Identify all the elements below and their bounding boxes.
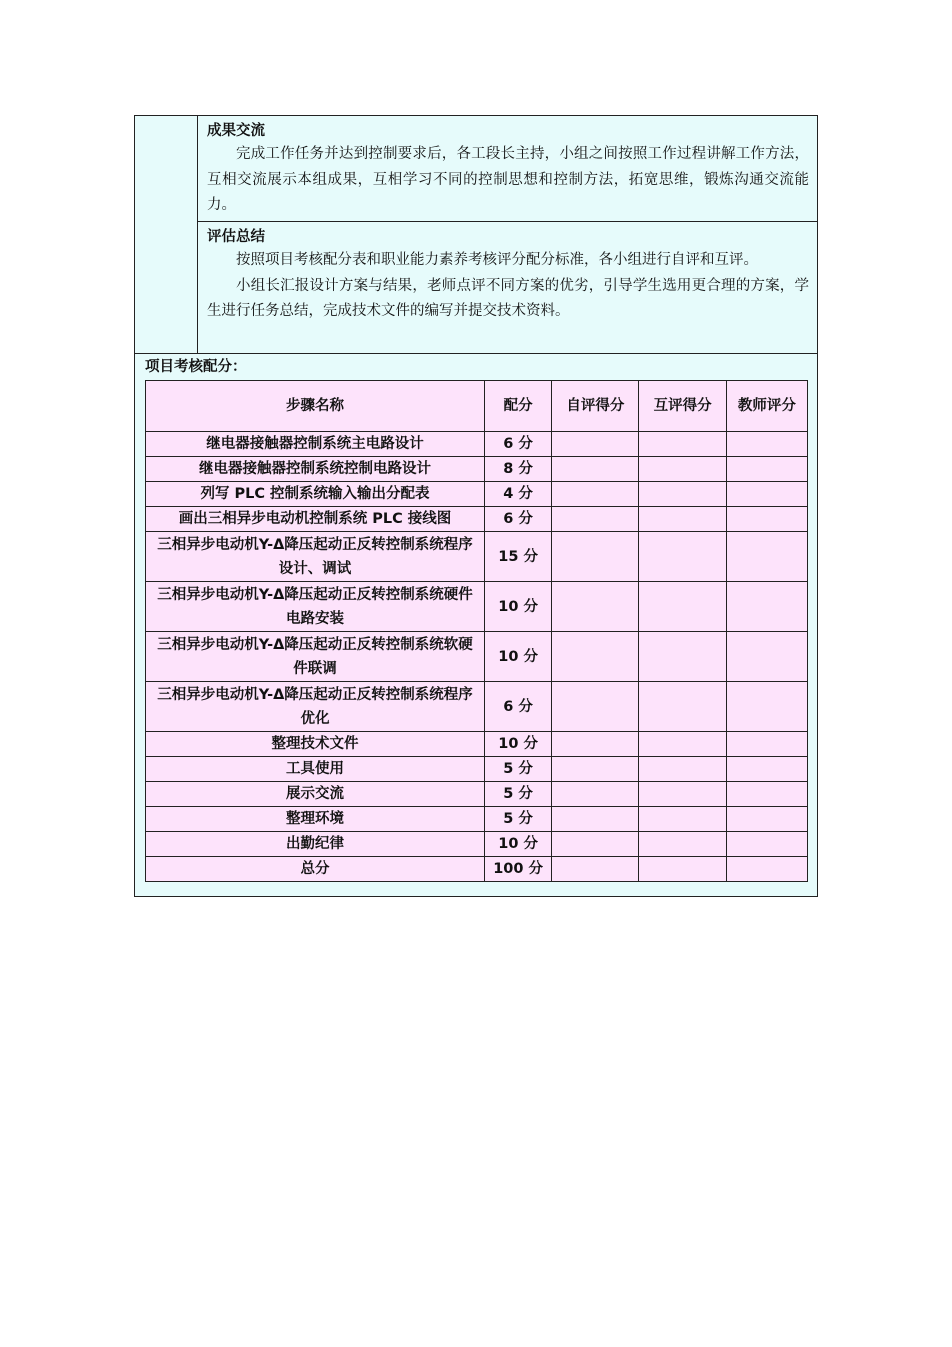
section-evaluation-summary (198, 222, 817, 353)
score-table-title: 项目考核配分： (145, 359, 247, 375)
peer-score-cell[interactable] (639, 832, 726, 857)
table-row (146, 507, 808, 532)
section-paragraph: 小组长汇报设计方案与结果，老师点评不同方案的优劣，引导学生选用更合理的方案，学生进行任务总结，完成技术文件的编写并提交技术资料。 (207, 277, 809, 319)
table-total-row (146, 857, 808, 882)
self-score-cell[interactable] (552, 757, 639, 782)
teacher-score-cell[interactable] (726, 832, 807, 857)
teacher-score-cell[interactable] (726, 807, 807, 832)
step-name-cell: 列写 PLC 控制系统输入输出分配表 (146, 482, 485, 507)
peer-score-cell[interactable] (639, 807, 726, 832)
table-row (146, 807, 808, 832)
section-paragraph: 按照项目考核配分表和职业能力素养考核评分配分标准，各小组进行自评和互评。 (236, 252, 758, 268)
points-cell: 5 分 (485, 782, 552, 807)
self-score-cell[interactable] (552, 532, 639, 582)
teacher-score-cell[interactable] (726, 532, 807, 582)
table-row (146, 457, 808, 482)
header-points: 配分 (485, 381, 552, 432)
self-score-cell[interactable] (552, 782, 639, 807)
step-name-cell: 工具使用 (146, 757, 485, 782)
step-name-cell: 三相异步电动机Y-Δ降压起动正反转控制系统硬件电路安装 (146, 582, 485, 632)
peer-score-cell[interactable] (639, 532, 726, 582)
points-cell: 10 分 (485, 582, 552, 632)
teacher-score-cell[interactable] (726, 432, 807, 457)
score-table (145, 380, 808, 882)
step-name-cell: 展示交流 (146, 782, 485, 807)
table-header-row (146, 381, 808, 432)
points-cell: 6 分 (485, 507, 552, 532)
table-row (146, 832, 808, 857)
header-step-name: 步骤名称 (146, 381, 485, 432)
table-row (146, 732, 808, 757)
step-name-cell: 总分 (146, 857, 485, 882)
step-name-cell: 继电器接触器控制系统主电路设计 (146, 432, 485, 457)
table-row (146, 432, 808, 457)
divider (135, 353, 817, 354)
teacher-score-cell[interactable] (726, 682, 807, 732)
points-cell: 8 分 (485, 457, 552, 482)
points-cell: 4 分 (485, 482, 552, 507)
points-cell: 10 分 (485, 832, 552, 857)
project-frame (134, 115, 818, 897)
points-cell: 15 分 (485, 532, 552, 582)
teacher-score-cell[interactable] (726, 782, 807, 807)
peer-score-cell[interactable] (639, 682, 726, 732)
step-name-cell: 三相异步电动机Y-Δ降压起动正反转控制系统程序优化 (146, 682, 485, 732)
step-name-cell: 继电器接触器控制系统控制电路设计 (146, 457, 485, 482)
peer-score-cell[interactable] (639, 432, 726, 457)
peer-score-cell[interactable] (639, 782, 726, 807)
self-score-cell[interactable] (552, 632, 639, 682)
peer-score-cell[interactable] (639, 582, 726, 632)
self-score-cell[interactable] (552, 682, 639, 732)
step-name-cell: 三相异步电动机Y-Δ降压起动正反转控制系统程序设计、调试 (146, 532, 485, 582)
table-row (146, 757, 808, 782)
self-score-cell[interactable] (552, 482, 639, 507)
table-row (146, 532, 808, 582)
step-name-cell: 整理技术文件 (146, 732, 485, 757)
points-cell: 10 分 (485, 632, 552, 682)
table-row (146, 482, 808, 507)
points-cell: 5 分 (485, 807, 552, 832)
step-name-cell: 三相异步电动机Y-Δ降压起动正反转控制系统软硬件联调 (146, 632, 485, 682)
self-score-cell[interactable] (552, 832, 639, 857)
self-score-cell[interactable] (552, 807, 639, 832)
self-score-cell[interactable] (552, 457, 639, 482)
teacher-score-cell[interactable] (726, 457, 807, 482)
section-achievement-exchange (198, 116, 817, 222)
points-cell: 6 分 (485, 432, 552, 457)
table-row (146, 632, 808, 682)
self-score-cell[interactable] (552, 582, 639, 632)
peer-score-cell[interactable] (639, 732, 726, 757)
teacher-score-cell[interactable] (726, 482, 807, 507)
peer-score-cell[interactable] (639, 507, 726, 532)
peer-score-cell[interactable] (639, 857, 726, 882)
peer-score-cell[interactable] (639, 632, 726, 682)
teacher-score-cell[interactable] (726, 857, 807, 882)
table-row (146, 782, 808, 807)
header-self-score: 自评得分 (552, 381, 639, 432)
teacher-score-cell[interactable] (726, 507, 807, 532)
teacher-score-cell[interactable] (726, 757, 807, 782)
section-paragraph: 完成工作任务并达到控制要求后，各工段长主持，小组之间按照工作过程讲解工作方法，互相交流展示本组成果，互相学习不同的控制思想和控制方法，拓宽思维，锻炼沟通交流能力。 (207, 146, 809, 213)
step-name-cell: 画出三相异步电动机控制系统 PLC 接线图 (146, 507, 485, 532)
teacher-score-cell[interactable] (726, 632, 807, 682)
points-cell: 100 分 (485, 857, 552, 882)
teacher-score-cell[interactable] (726, 582, 807, 632)
header-peer-score: 互评得分 (639, 381, 726, 432)
points-cell: 5 分 (485, 757, 552, 782)
points-cell: 10 分 (485, 732, 552, 757)
table-row (146, 682, 808, 732)
section-heading: 评估总结 (207, 229, 265, 245)
step-name-cell: 出勤纪律 (146, 832, 485, 857)
points-cell: 6 分 (485, 682, 552, 732)
teacher-score-cell[interactable] (726, 732, 807, 757)
peer-score-cell[interactable] (639, 482, 726, 507)
self-score-cell[interactable] (552, 507, 639, 532)
self-score-cell[interactable] (552, 857, 639, 882)
peer-score-cell[interactable] (639, 757, 726, 782)
header-teacher-score: 教师评分 (726, 381, 807, 432)
self-score-cell[interactable] (552, 432, 639, 457)
left-blank-column (135, 116, 198, 353)
self-score-cell[interactable] (552, 732, 639, 757)
step-name-cell: 整理环境 (146, 807, 485, 832)
peer-score-cell[interactable] (639, 457, 726, 482)
section-heading: 成果交流 (207, 123, 265, 139)
table-row (146, 582, 808, 632)
